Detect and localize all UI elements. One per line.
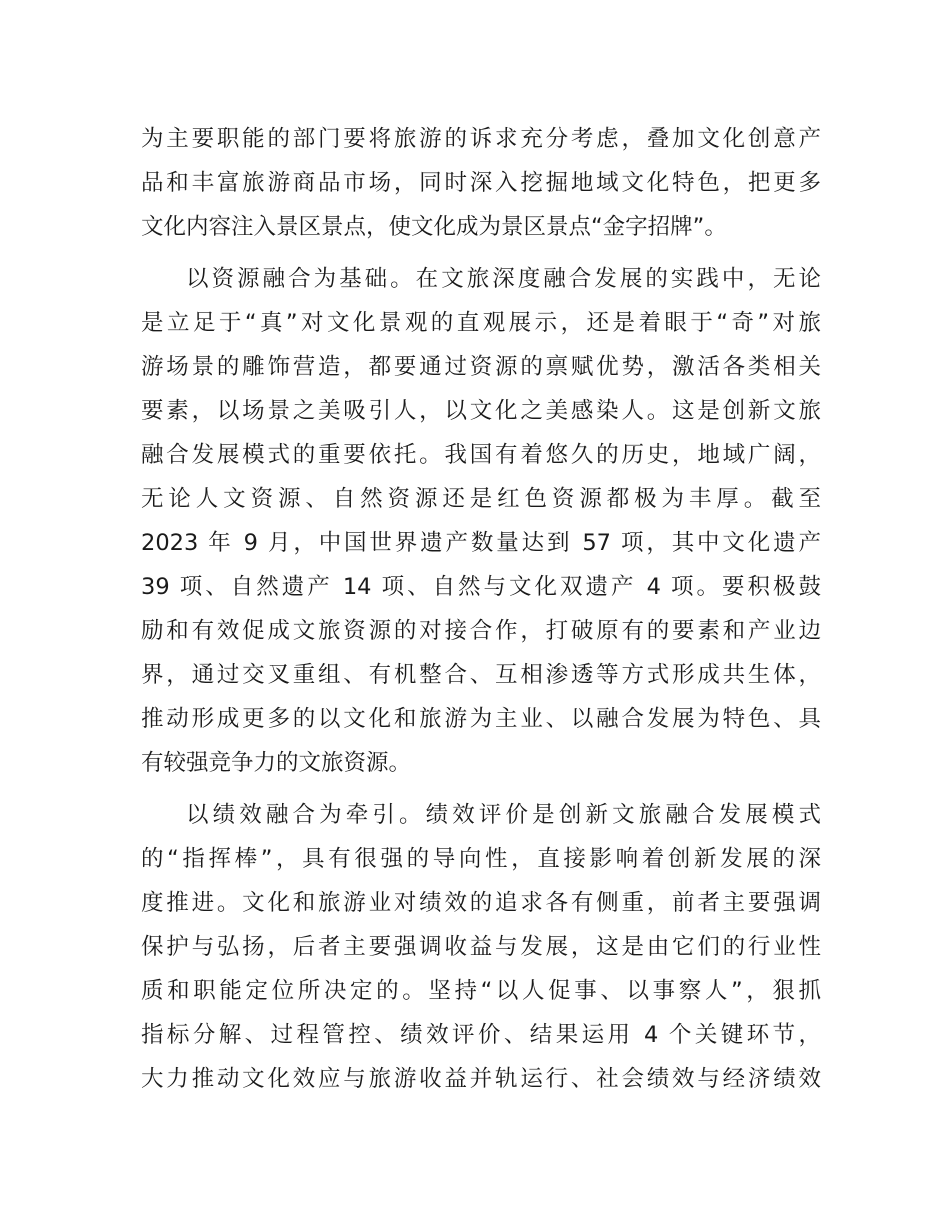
text-line: 的“指挥棒”，具有很强的导向性，直接影响着创新发展的深 (141, 846, 821, 872)
text-line: 励和有效促成文旅资源的对接合作，打破原有的要素和产业边 (141, 618, 821, 644)
body-text (141, 117, 821, 1101)
text-line: 39 项、自然遗产 14 项、自然与文化双遗产 4 项。要积极鼓 (141, 574, 821, 600)
text-line: 品和丰富旅游商品市场，同时深入挖掘地域文化特色，把更多 (141, 170, 821, 196)
text-line: 游场景的雕饰营造，都要通过资源的禀赋优势，激活各类相关 (141, 354, 821, 380)
text-line: 推动形成更多的以文化和旅游为主业、以融合发展为特色、具 (141, 706, 821, 732)
text-line: 2023 年 9 月，中国世界遗产数量达到 57 项，其中文化遗产 (141, 530, 821, 556)
text-line: 要素，以场景之美吸引人，以文化之美感染人。这是创新文旅 (141, 398, 821, 424)
text-line: 有较强竞争力的文旅资源。 (141, 750, 412, 776)
text-line: 融合发展模式的重要依托。我国有着悠久的历史，地域广阔， (141, 442, 821, 468)
text-line: 质和职能定位所决定的。坚持“以人促事、以事察人”，狠抓 (141, 978, 821, 1004)
text-line: 以绩效融合为牵引。绩效评价是创新文旅融合发展模式 (186, 802, 821, 828)
text-line: 指标分解、过程管控、绩效评价、结果运用 4 个关键环节， (141, 1022, 821, 1048)
paragraph-1 (141, 117, 821, 249)
text-line: 以资源融合为基础。在文旅深度融合发展的实践中，无论 (186, 266, 821, 292)
text-line: 是立足于“真”对文化景观的直观展示，还是着眼于“奇”对旅 (141, 310, 821, 336)
text-line: 度推进。文化和旅游业对绩效的追求各有侧重，前者主要强调 (141, 890, 821, 916)
paragraph-2 (141, 257, 821, 785)
text-line: 文化内容注入景区景点，使文化成为景区景点“金字招牌”。 (141, 214, 727, 240)
text-line: 为主要职能的部门要将旅游的诉求充分考虑，叠加文化创意产 (141, 126, 821, 152)
text-line: 无论人文资源、自然资源还是红色资源都极为丰厚。截至 (141, 486, 821, 512)
text-line: 保护与弘扬，后者主要强调收益与发展，这是由它们的行业性 (141, 934, 821, 960)
text-line: 界，通过交叉重组、有机整合、互相渗透等方式形成共生体， (141, 662, 821, 688)
text-line: 大力推动文化效应与旅游收益并轨运行、社会绩效与经济绩效 (141, 1066, 821, 1092)
paragraph-3 (141, 793, 821, 1101)
